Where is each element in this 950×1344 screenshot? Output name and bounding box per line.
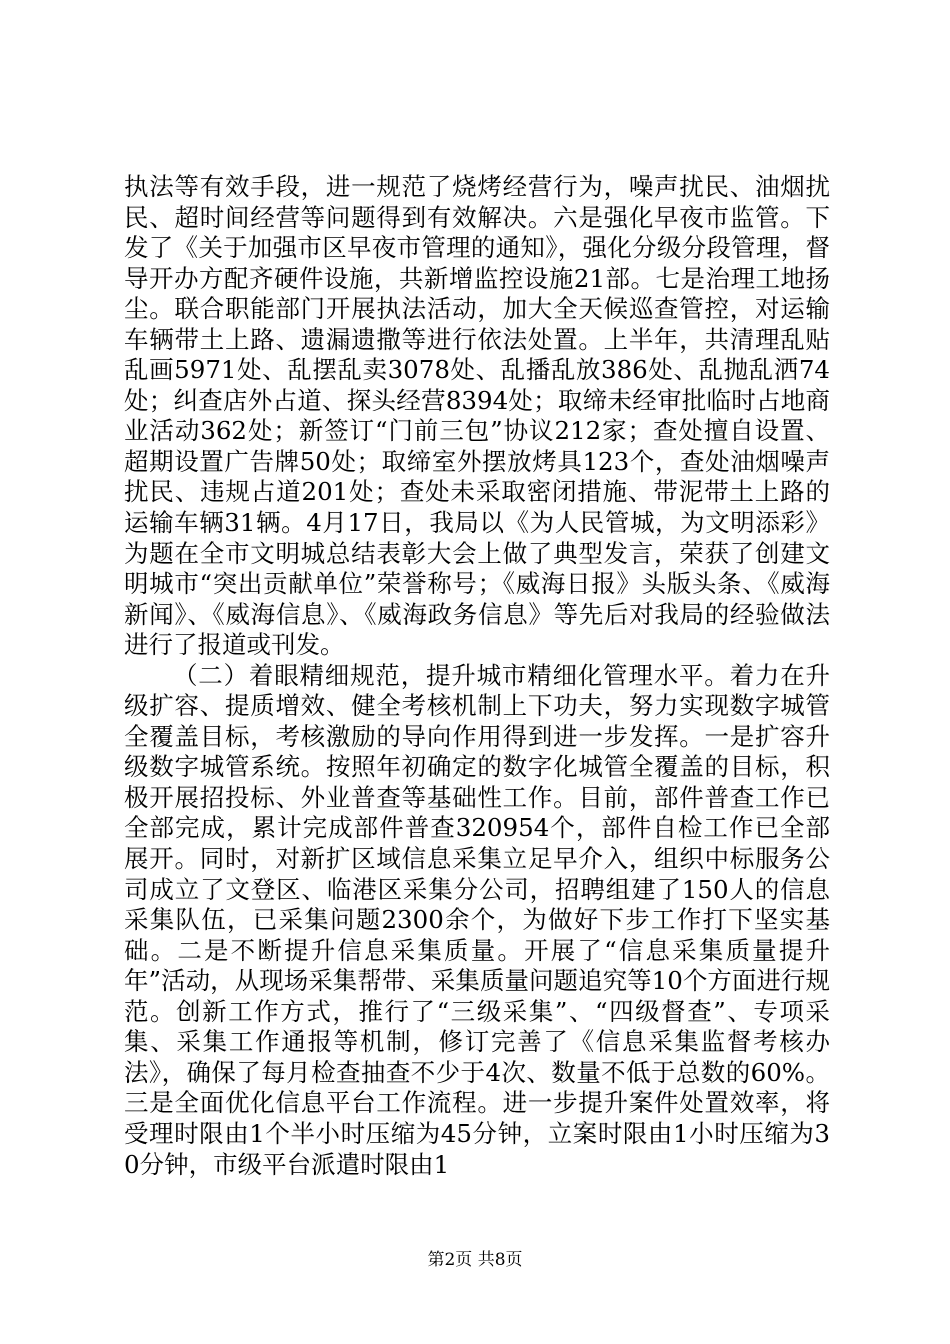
page-number: 第2页 共8页 <box>427 1250 523 1270</box>
document-body <box>124 172 830 1180</box>
paragraph-section-2: （二）着眼精细规范，提升城市精细化管理水平。着力在升级扩容、提质增效、健全考核机制上下功夫，努力实现数字城管全覆盖目标，考核激励的导向作用得到进一步发挥。一是扩容升级数字城管系统。按照年初确定的数字化城管全覆盖的目标，积极开展招投标、外业普查等基础性工作。目前，部件普查工作已全部完成，累计完成部件普查320954个，部件自检工作已全部展开。同时，对新扩区域信息采集立足早介入，组织中标服务公司成立了文登区、临港区采集分公司，招聘组建了150人的信息采集队伍，已采集问题2300余个，为做好下步工作打下坚实基础。二是不断提升信息采集质量。开展了“信息采集质量提升年”活动，从现场采集帮带、采集质量问题追究等10个方面进行规范。创新工作方式，推行了“三级采集”、“四级督查”、专项采集、采集工作通报等机制，修订完善了《信息采集监督考核办法》，确保了每月检查抽查不少于4次、数量不低于总数的60%。三是全面优化信息平台工作流程。进一步提升案件处置效率，将受理时限由1个半小时压缩为45分钟，立案时限由1小时压缩为30分钟，市级平台派遣时限由1 <box>124 660 830 1179</box>
paragraph-continued: 执法等有效手段，进一规范了烧烤经营行为，噪声扰民、油烟扰民、超时间经营等问题得到有效解决。六是强化早夜市监管。下发了《关于加强市区早夜市管理的通知》，强化分级分段管理，督导开办方配齐硬件设施，共新增监控设施21部。七是治理工地扬尘。联合职能部门开展执法活动，加大全天候巡查管控，对运输车辆带土上路、遗漏遗撒等进行依法处置。上半年，共清理乱贴乱画5971处、乱摆乱卖3078处、乱播乱放386处、乱抛乱洒74处；纠查店外占道、探头经营8394处；取缔未经审批临时占地商业活动362处；新签订“门前三包”协议212家；查处擅自设置、超期设置广告牌50处；取缔室外摆放烤具123个，查处油烟噪声扰民、违规占道201处；查处未采取密闭措施、带泥带土上路的运输车辆31辆。4月17日，我局以《为人民管城，为文明添彩》为题在全市文明城总结表彰大会上做了典型发言，荣获了创建文明城市“突出贡献单位”荣誉称号；《威海日报》头版头条、《威海新闻》、《威海信息》、《威海政务信息》等先后对我局的经验做法进行了报道或刊发。 <box>124 172 830 660</box>
page-footer <box>0 1248 950 1272</box>
